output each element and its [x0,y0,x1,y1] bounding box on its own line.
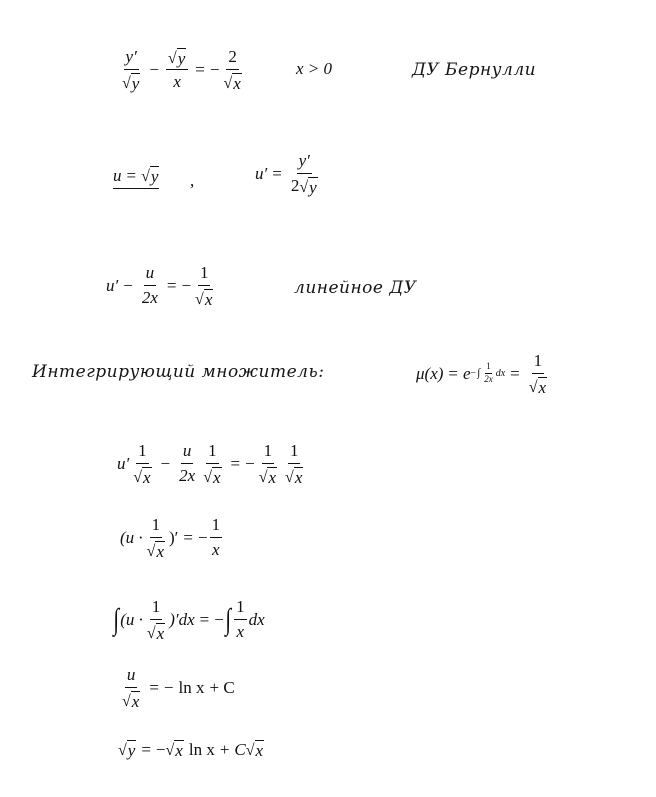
numerator: y′ [124,48,139,70]
integrating-factor-label: Интегрирующий множитель: [32,362,325,382]
derivative-u: u′ = y′ 2 √ y [255,151,317,197]
fraction-yprime-over-sqrty [120,48,142,92]
fraction-2-over-sqrtx: 2 √ x [223,47,241,93]
linear-note: линейное ДУ [294,278,417,298]
equation-integration: ∫ (u · 1 √ x )′dx = − ∫ $\frac{1}{x}$ dx [113,597,265,643]
equation-total-derivative: (u · 1 √ x )′ = − $\frac{1}{x}$ [120,515,221,561]
exponent: − ∫ $\frac{1}{2x}$ dx [470,361,506,385]
equation-bernoulli: y′ √ y − √ y x = − 2 √ x [118,48,246,92]
equation-linear: u′ − $\frac{u}{2x}$ = − 1 √ x [106,263,213,309]
substitution-u: u = √ y [113,166,159,189]
equals-sign: = [195,60,205,80]
integrating-factor-formula: μ(x) = e − ∫ $\frac{1}{2x}$ dx = 1 √ x [416,351,547,397]
sqrt-y: √ y [122,73,140,93]
minus-sign: − [149,60,159,80]
equation-multiplied: u′ 1 √ x − $\frac{u}{2x}$ 1 √ x = − 1 √ x 1 √ x [117,441,303,487]
equation-integrated: u √ x = − ln x + C [122,665,235,711]
bernoulli-note: ДУ Бернулли [412,60,537,80]
fraction-sqrty-over-x: √ y x [166,48,188,92]
equation-final-answer: √ y = − √ x ln x + C √ x [118,740,264,760]
domain-condition: x > 0 [296,59,333,78]
separator-comma: , [190,171,195,190]
